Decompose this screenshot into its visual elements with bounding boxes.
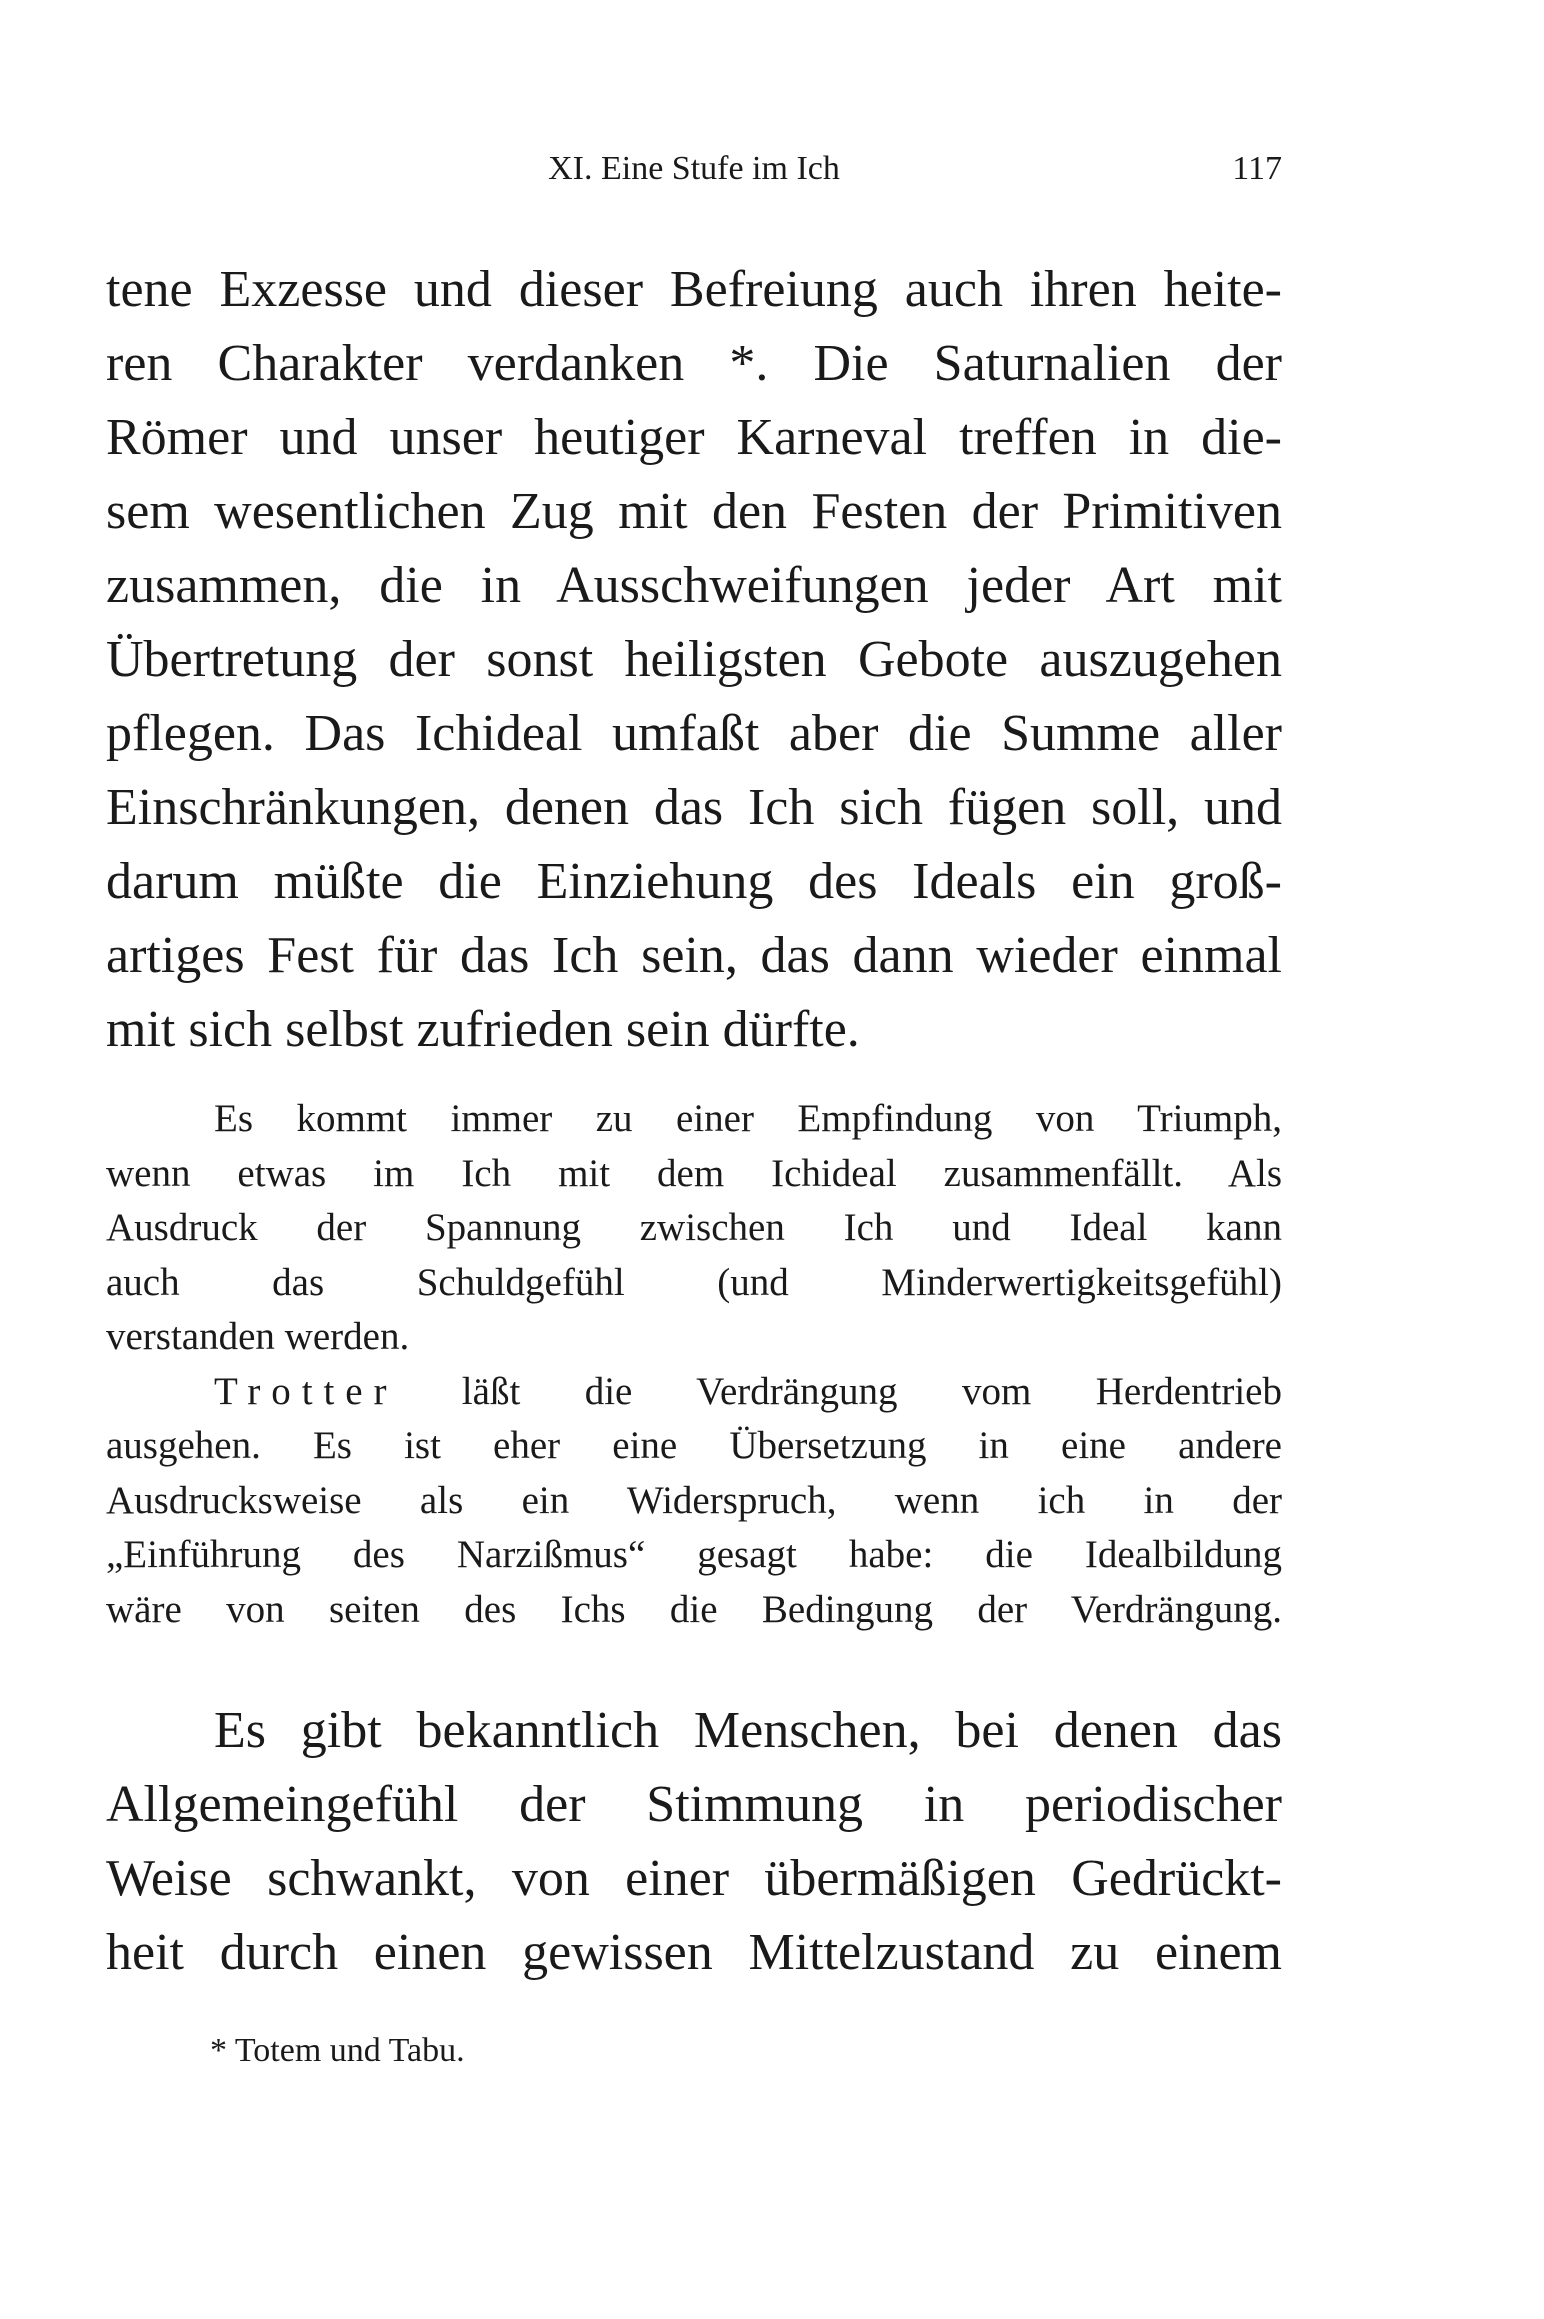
body-paragraph-1 [106,253,1282,1067]
body-paragraph-2 [106,1694,1282,1990]
text-line: pflegen. Das Ichideal umfaßt aber die Summe aller [106,705,1282,762]
text-line: „Einführung des Narzißmus“ gesagt habe: die Idealbildung [106,1533,1282,1576]
text-line: Einschränkungen, denen das Ich sich fügen soll, und [106,779,1282,836]
text-line: darum müßte die Einziehung des Ideals ein groß- [106,853,1282,910]
footnote: * Totem und Tabu. [210,2032,465,2069]
text-line: zusammen, die in Ausschweifungen jeder Art mit [106,557,1282,614]
text-line: verstanden werden. [106,1315,410,1358]
text-line: Ausdruck der Spannung zwischen Ich und Ideal kann [106,1206,1282,1249]
text-line: Es gibt bekanntlich Menschen, bei denen das [214,1702,1282,1759]
author-name: Trotter [214,1369,398,1413]
text-line: artiges Fest für das Ich sein, das dann wieder einmal [106,927,1282,984]
text-line: auch das Schuldgefühl (und Minderwertigkeitsgefühl) [106,1260,1282,1304]
text-line: heit durch einen gewissen Mittelzustand zu einem [106,1924,1282,1981]
text-line [106,1365,1282,1420]
small-print-section [106,1092,1282,1637]
text-line: Römer und unser heutiger Karneval treffen in die- [106,409,1282,466]
text-line: tene Exzesse und dieser Befreiung auch ihren heite- [106,261,1282,318]
text-line: wäre von seiten des Ichs die Bedingung der Verdrängung. [106,1587,1282,1631]
text-line: Es kommt immer zu einer Empfindung von Triumph, [214,1097,1282,1140]
text-line: sem wesentlichen Zug mit den Festen der Primitiven [106,483,1282,540]
page-number: 117 [1232,150,1282,187]
text-fragment: läßt die Verdrängung vom Herdentrieb [397,1369,1282,1413]
chapter-title: XI. Eine Stufe im Ich [548,150,840,187]
text-line: wenn etwas im Ich mit dem Ichideal zusammenfällt. Als [106,1151,1282,1195]
text-line: Allgemeingefühl der Stimmung in periodischer [106,1776,1282,1833]
running-header [106,150,1282,200]
text-line: ausgehen. Es ist eher eine Übersetzung in eine andere [106,1424,1282,1467]
text-line: Ausdrucksweise als ein Widerspruch, wenn ich in der [106,1478,1282,1522]
text-line: ren Charakter verdanken *. Die Saturnalien der [106,335,1282,392]
text-line: mit sich selbst zufrieden sein dürfte. [106,1001,860,1058]
text-line: Weise schwankt, von einer übermäßigen Gedrückt- [106,1850,1282,1907]
text-line: Übertretung der sonst heiligsten Gebote auszugehen [106,631,1282,688]
